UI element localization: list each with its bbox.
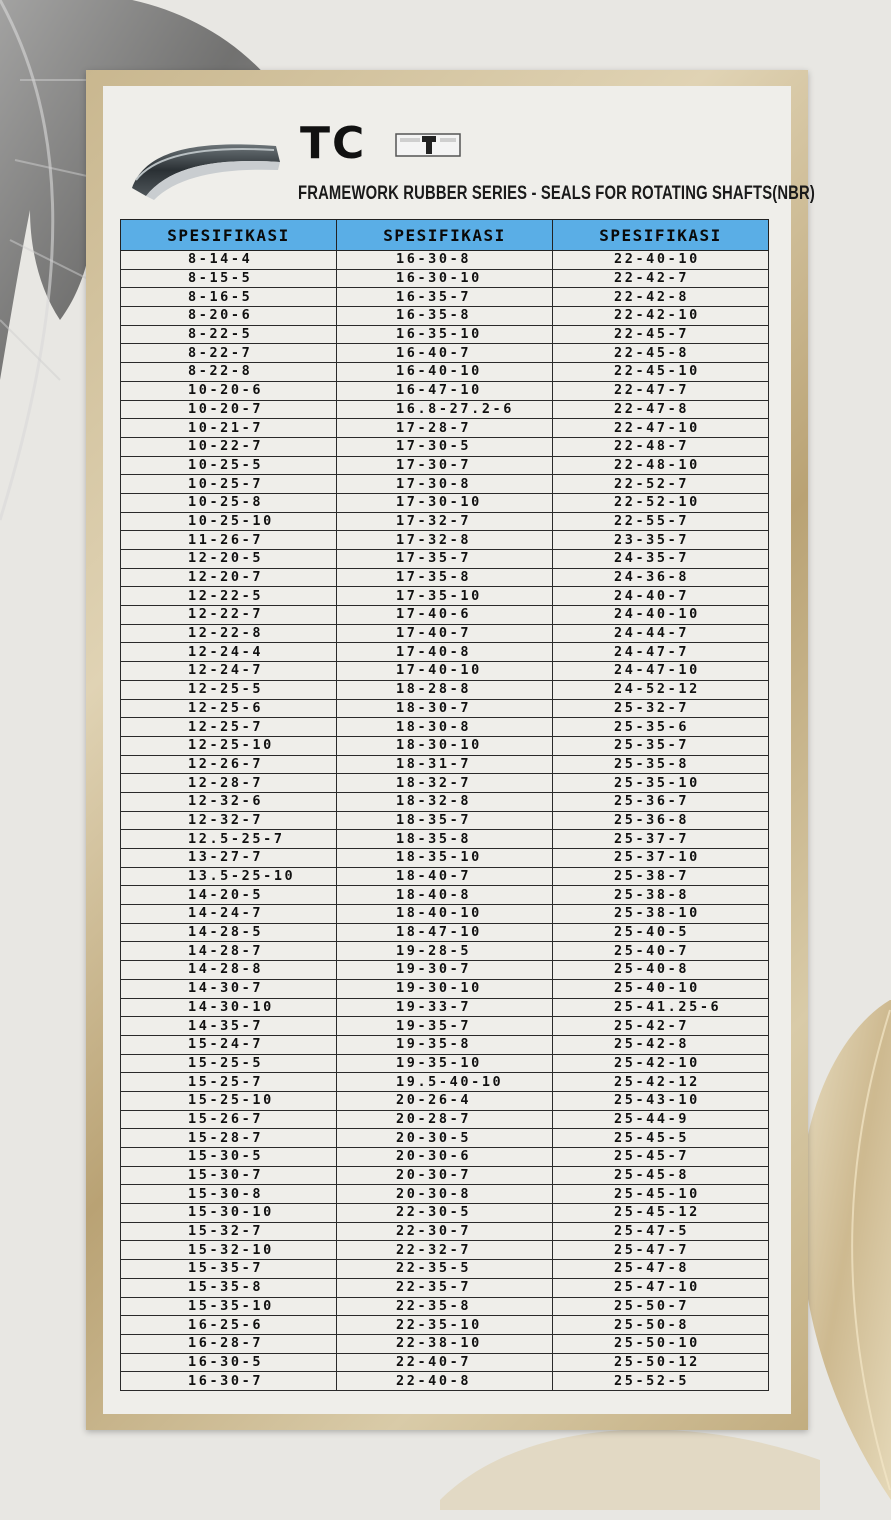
spec-cell: 22-35-10 [337, 1316, 553, 1335]
spec-cell: 14-30-7 [121, 979, 337, 998]
column-header: SPESIFIKASI [553, 220, 769, 251]
spec-cell: 22-42-10 [553, 307, 769, 326]
spec-cell: 18-30-10 [337, 736, 553, 755]
spec-cell: 25-45-8 [553, 1166, 769, 1185]
spec-cell: 22-40-7 [337, 1353, 553, 1372]
spec-cell: 15-28-7 [121, 1129, 337, 1148]
table-row [121, 942, 769, 961]
table-row [121, 475, 769, 494]
spec-cell: 17-40-6 [337, 606, 553, 625]
table-row [121, 1166, 769, 1185]
spec-cell: 24-44-7 [553, 624, 769, 643]
table-row [121, 867, 769, 886]
spec-cell: 19-30-10 [337, 979, 553, 998]
spec-cell: 18-28-8 [337, 680, 553, 699]
spec-cell: 25-45-5 [553, 1129, 769, 1148]
spec-cell: 24-40-10 [553, 606, 769, 625]
spec-cell: 12-24-4 [121, 643, 337, 662]
spec-cell: 18-32-8 [337, 792, 553, 811]
spec-cell: 14-35-7 [121, 1017, 337, 1036]
table-row [121, 849, 769, 868]
spec-cell: 16-35-7 [337, 288, 553, 307]
table-row [121, 512, 769, 531]
series-title: TC [300, 118, 367, 169]
spec-cell: 18-31-7 [337, 755, 553, 774]
table-row [121, 718, 769, 737]
spec-cell: 25-50-10 [553, 1334, 769, 1353]
table-row [121, 624, 769, 643]
spec-cell: 12-20-5 [121, 550, 337, 569]
table-row [121, 1073, 769, 1092]
table-row [121, 344, 769, 363]
spec-cell: 22-45-10 [553, 363, 769, 382]
spec-cell: 25-42-8 [553, 1035, 769, 1054]
spec-cell: 8-22-8 [121, 363, 337, 382]
spec-cell: 17-35-10 [337, 587, 553, 606]
spec-cell: 24-40-7 [553, 587, 769, 606]
spec-cell: 14-30-10 [121, 998, 337, 1017]
spec-cell: 15-35-10 [121, 1297, 337, 1316]
spec-cell: 25-38-10 [553, 905, 769, 924]
spec-cell: 25-42-7 [553, 1017, 769, 1036]
spec-cell: 17-40-7 [337, 624, 553, 643]
spec-cell: 15-30-7 [121, 1166, 337, 1185]
table-row [121, 531, 769, 550]
spec-cell: 25-40-8 [553, 961, 769, 980]
spec-cell: 25-35-7 [553, 736, 769, 755]
spec-cell: 25-32-7 [553, 699, 769, 718]
spec-cell: 15-35-8 [121, 1278, 337, 1297]
spec-cell: 20-30-8 [337, 1185, 553, 1204]
spec-cell: 19-33-7 [337, 998, 553, 1017]
spec-cell: 10-25-10 [121, 512, 337, 531]
spec-cell: 10-20-6 [121, 381, 337, 400]
table-row [121, 1017, 769, 1036]
spec-cell: 25-40-7 [553, 942, 769, 961]
table-row [121, 643, 769, 662]
table-row [121, 1110, 769, 1129]
spec-cell: 8-22-5 [121, 325, 337, 344]
spec-cell: 16-35-8 [337, 307, 553, 326]
spec-cell: 22-48-7 [553, 437, 769, 456]
spec-cell: 16-30-8 [337, 251, 553, 270]
table-row [121, 961, 769, 980]
table-row [121, 381, 769, 400]
spec-cell: 20-28-7 [337, 1110, 553, 1129]
table-row [121, 1148, 769, 1167]
spec-cell: 16-40-7 [337, 344, 553, 363]
spec-cell: 25-45-10 [553, 1185, 769, 1204]
table-row [121, 662, 769, 681]
table-row [121, 699, 769, 718]
table-row [121, 1334, 769, 1353]
spec-cell: 25-47-10 [553, 1278, 769, 1297]
spec-cell: 22-52-10 [553, 493, 769, 512]
spec-cell: 25-36-7 [553, 792, 769, 811]
spec-cell: 22-35-5 [337, 1260, 553, 1279]
spec-cell: 22-47-10 [553, 419, 769, 438]
spec-cell: 25-43-10 [553, 1091, 769, 1110]
spec-cell: 25-47-8 [553, 1260, 769, 1279]
spec-cell: 16-30-5 [121, 1353, 337, 1372]
spec-cell: 13.5-25-10 [121, 867, 337, 886]
spec-cell: 17-35-7 [337, 550, 553, 569]
spec-cell: 15-35-7 [121, 1260, 337, 1279]
spec-cell: 20-26-4 [337, 1091, 553, 1110]
spec-cell: 12-25-10 [121, 736, 337, 755]
spec-cell: 12-25-7 [121, 718, 337, 737]
spec-cell: 10-20-7 [121, 400, 337, 419]
spec-cell: 15-32-7 [121, 1222, 337, 1241]
table-row [121, 1260, 769, 1279]
spec-cell: 22-40-8 [337, 1372, 553, 1391]
spec-cell: 12-25-5 [121, 680, 337, 699]
spec-cell: 25-37-10 [553, 849, 769, 868]
spec-cell: 25-40-5 [553, 923, 769, 942]
table-row [121, 1297, 769, 1316]
spec-cell: 16.8-27.2-6 [337, 400, 553, 419]
spec-cell: 12-22-5 [121, 587, 337, 606]
spec-cell: 18-32-7 [337, 774, 553, 793]
column-header: SPESIFIKASI [337, 220, 553, 251]
spec-cell: 11-26-7 [121, 531, 337, 550]
spec-cell: 12-22-7 [121, 606, 337, 625]
table-row [121, 606, 769, 625]
table-row [121, 1278, 769, 1297]
spec-cell: 16-35-10 [337, 325, 553, 344]
spec-cell: 18-47-10 [337, 923, 553, 942]
spec-cell: 15-30-5 [121, 1148, 337, 1167]
column-header: SPESIFIKASI [121, 220, 337, 251]
spec-cell: 22-55-7 [553, 512, 769, 531]
spec-cell: 18-35-7 [337, 811, 553, 830]
spec-cell: 25-42-12 [553, 1073, 769, 1092]
spec-cell: 25-47-7 [553, 1241, 769, 1260]
spec-cell: 10-25-8 [121, 493, 337, 512]
table-row [121, 363, 769, 382]
spec-cell: 22-42-8 [553, 288, 769, 307]
spec-cell: 14-24-7 [121, 905, 337, 924]
spec-cell: 12-32-6 [121, 792, 337, 811]
spec-cell: 12-25-6 [121, 699, 337, 718]
spec-cell: 17-30-8 [337, 475, 553, 494]
spec-cell: 16-28-7 [121, 1334, 337, 1353]
spec-cell: 25-45-12 [553, 1204, 769, 1223]
spec-cell: 19-28-5 [337, 942, 553, 961]
spec-cell: 18-35-8 [337, 830, 553, 849]
spec-cell: 12-24-7 [121, 662, 337, 681]
spec-cell: 12.5-25-7 [121, 830, 337, 849]
table-row [121, 998, 769, 1017]
table-row [121, 886, 769, 905]
spec-cell: 8-16-5 [121, 288, 337, 307]
spec-cell: 15-25-5 [121, 1054, 337, 1073]
spec-cell: 25-44-9 [553, 1110, 769, 1129]
table-row [121, 288, 769, 307]
spec-cell: 22-47-7 [553, 381, 769, 400]
spec-cell: 12-32-7 [121, 811, 337, 830]
table-row [121, 400, 769, 419]
spec-cell: 10-22-7 [121, 437, 337, 456]
spec-cell: 16-25-6 [121, 1316, 337, 1335]
spec-cell: 12-26-7 [121, 755, 337, 774]
table-row [121, 550, 769, 569]
spec-cell: 25-45-7 [553, 1148, 769, 1167]
spec-cell: 25-41.25-6 [553, 998, 769, 1017]
spec-cell: 8-22-7 [121, 344, 337, 363]
spec-cell: 25-37-7 [553, 830, 769, 849]
spec-cell: 19-35-7 [337, 1017, 553, 1036]
table-row [121, 437, 769, 456]
spec-table [120, 219, 769, 1391]
table-row [121, 1035, 769, 1054]
spec-cell: 17-40-8 [337, 643, 553, 662]
spec-cell: 12-20-7 [121, 568, 337, 587]
spec-cell: 24-35-7 [553, 550, 769, 569]
spec-cell: 22-45-7 [553, 325, 769, 344]
spec-cell: 17-32-7 [337, 512, 553, 531]
table-row [121, 269, 769, 288]
spec-cell: 19-30-7 [337, 961, 553, 980]
spec-cell: 16-30-10 [337, 269, 553, 288]
spec-cell: 15-25-7 [121, 1073, 337, 1092]
spec-cell: 24-47-10 [553, 662, 769, 681]
spec-cell: 22-35-7 [337, 1278, 553, 1297]
spec-cell: 16-30-7 [121, 1372, 337, 1391]
spec-cell: 15-30-8 [121, 1185, 337, 1204]
spec-cell: 20-30-5 [337, 1129, 553, 1148]
spec-cell: 22-32-7 [337, 1241, 553, 1260]
spec-cell: 25-36-8 [553, 811, 769, 830]
spec-cell: 25-35-6 [553, 718, 769, 737]
spec-cell: 12-28-7 [121, 774, 337, 793]
table-row [121, 979, 769, 998]
table-row [121, 1241, 769, 1260]
spec-cell: 15-26-7 [121, 1110, 337, 1129]
spec-cell: 19-35-8 [337, 1035, 553, 1054]
spec-cell: 22-35-8 [337, 1297, 553, 1316]
table-header-row [121, 220, 769, 251]
spec-cell: 14-28-5 [121, 923, 337, 942]
spec-cell: 25-50-8 [553, 1316, 769, 1335]
table-row [121, 419, 769, 438]
spec-cell: 22-42-7 [553, 269, 769, 288]
table-row [121, 811, 769, 830]
table-row [121, 680, 769, 699]
spec-cell: 13-27-7 [121, 849, 337, 868]
table-row [121, 1054, 769, 1073]
spec-cell: 18-40-7 [337, 867, 553, 886]
spec-cell: 17-35-8 [337, 568, 553, 587]
table-row [121, 568, 769, 587]
table-row [121, 792, 769, 811]
spec-cell: 22-30-7 [337, 1222, 553, 1241]
spec-cell: 15-32-10 [121, 1241, 337, 1260]
spec-cell: 8-14-4 [121, 251, 337, 270]
spec-cell: 25-38-7 [553, 867, 769, 886]
spec-cell: 8-15-5 [121, 269, 337, 288]
spec-cell: 25-50-12 [553, 1353, 769, 1372]
spec-cell: 14-20-5 [121, 886, 337, 905]
spec-cell: 17-30-5 [337, 437, 553, 456]
spec-cell: 15-30-10 [121, 1204, 337, 1223]
spec-table-container [120, 219, 769, 1391]
spec-cell: 18-35-10 [337, 849, 553, 868]
table-row [121, 251, 769, 270]
table-row [121, 736, 769, 755]
spec-cell: 16-47-10 [337, 381, 553, 400]
spec-cell: 22-45-8 [553, 344, 769, 363]
spec-cell: 25-35-10 [553, 774, 769, 793]
spec-cell: 22-40-10 [553, 251, 769, 270]
spec-cell: 18-40-8 [337, 886, 553, 905]
oil-seal-ring-icon [126, 130, 286, 200]
table-row [121, 307, 769, 326]
table-row [121, 1204, 769, 1223]
table-row [121, 587, 769, 606]
table-row [121, 1129, 769, 1148]
spec-cell: 15-24-7 [121, 1035, 337, 1054]
spec-cell: 22-48-10 [553, 456, 769, 475]
spec-cell: 10-21-7 [121, 419, 337, 438]
spec-cell: 20-30-7 [337, 1166, 553, 1185]
seal-cross-section-icon [392, 128, 464, 162]
spec-cell: 15-25-10 [121, 1091, 337, 1110]
spec-cell: 14-28-7 [121, 942, 337, 961]
spec-cell: 17-30-10 [337, 493, 553, 512]
table-row [121, 1372, 769, 1391]
table-row [121, 755, 769, 774]
table-row [121, 830, 769, 849]
table-row [121, 456, 769, 475]
spec-cell: 25-47-5 [553, 1222, 769, 1241]
spec-cell: 25-50-7 [553, 1297, 769, 1316]
spec-cell: 19-35-10 [337, 1054, 553, 1073]
table-row [121, 923, 769, 942]
spec-cell: 22-30-5 [337, 1204, 553, 1223]
table-row [121, 1353, 769, 1372]
table-row [121, 493, 769, 512]
spec-cell: 25-38-8 [553, 886, 769, 905]
spec-cell: 22-52-7 [553, 475, 769, 494]
spec-cell: 8-20-6 [121, 307, 337, 326]
spec-cell: 10-25-7 [121, 475, 337, 494]
spec-cell: 20-30-6 [337, 1148, 553, 1167]
spec-cell: 25-42-10 [553, 1054, 769, 1073]
spec-cell: 22-47-8 [553, 400, 769, 419]
spec-cell: 14-28-8 [121, 961, 337, 980]
spec-cell: 18-40-10 [337, 905, 553, 924]
spec-cell: 18-30-7 [337, 699, 553, 718]
spec-cell: 24-52-12 [553, 680, 769, 699]
table-row [121, 1185, 769, 1204]
table-row [121, 1091, 769, 1110]
spec-cell: 18-30-8 [337, 718, 553, 737]
spec-cell: 25-52-5 [553, 1372, 769, 1391]
spec-cell: 23-35-7 [553, 531, 769, 550]
spec-cell: 17-28-7 [337, 419, 553, 438]
spec-cell: 24-36-8 [553, 568, 769, 587]
table-row [121, 325, 769, 344]
spec-cell: 22-38-10 [337, 1334, 553, 1353]
table-row [121, 774, 769, 793]
spec-cell: 24-47-7 [553, 643, 769, 662]
spec-cell: 17-40-10 [337, 662, 553, 681]
spec-cell: 10-25-5 [121, 456, 337, 475]
table-row [121, 905, 769, 924]
spec-cell: 12-22-8 [121, 624, 337, 643]
table-row [121, 1316, 769, 1335]
spec-cell: 17-30-7 [337, 456, 553, 475]
spec-cell: 25-40-10 [553, 979, 769, 998]
table-row [121, 1222, 769, 1241]
spec-cell: 25-35-8 [553, 755, 769, 774]
series-subtitle: FRAMEWORK RUBBER SERIES - SEALS FOR ROTATING SHAFTS(NBR) [298, 183, 816, 204]
spec-cell: 19.5-40-10 [337, 1073, 553, 1092]
spec-cell: 16-40-10 [337, 363, 553, 382]
spec-cell: 17-32-8 [337, 531, 553, 550]
